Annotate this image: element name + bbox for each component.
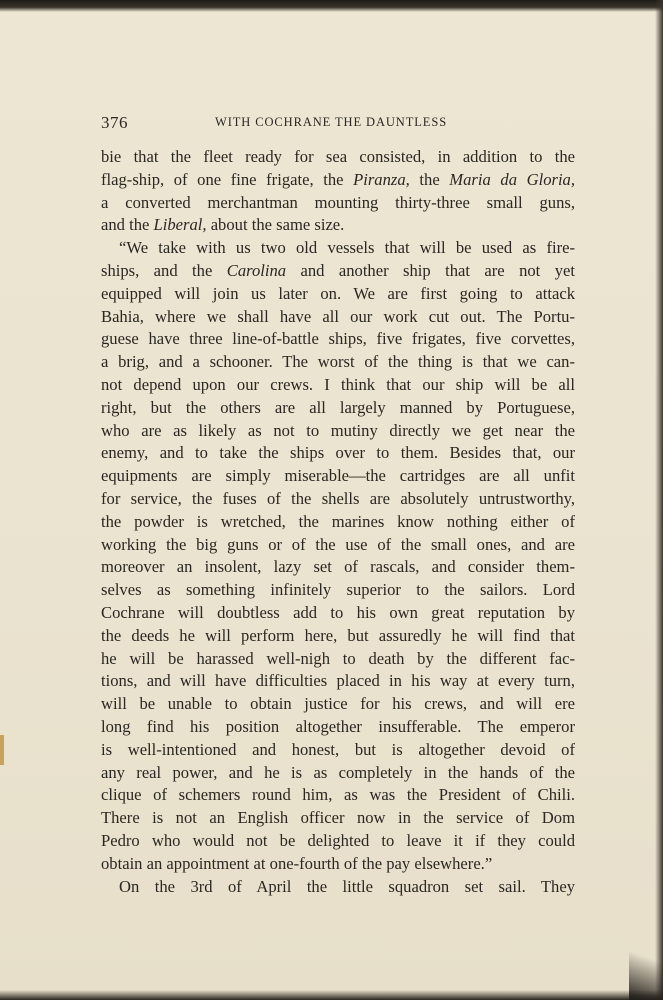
- text-line: he will be harassed well-nigh to death by the different fac-: [101, 648, 575, 668]
- text-line: right, but the others are all largely manned by Portuguese,: [101, 397, 575, 417]
- page-right-edge: [655, 0, 663, 1000]
- running-title: WITH COCHRANE THE DAUNTLESS: [215, 115, 448, 129]
- text-line: ships, and the Carolina and another ship that are not yet: [101, 260, 575, 280]
- text-line: There is not an English officer now in the service of Dom: [101, 808, 575, 828]
- text-line: for service, the fuses of the shells are absolutely untrustworthy,: [101, 488, 575, 508]
- text-line: flag-ship, of one fine frigate, the Piranza, the Maria da Gloria,: [101, 169, 575, 189]
- text-line: guese have three line-of-battle ships, five frigates, five corvettes,: [101, 329, 575, 349]
- text-line: equipments are simply miserable—the cartridges are all unfit: [101, 466, 575, 486]
- italic-ship-name: Carolina: [226, 260, 287, 280]
- text-line: working the big guns or of the use of the small ones, and are: [101, 534, 575, 554]
- italic-ship-name: Piranza,: [353, 169, 410, 189]
- text-line: clique of schemers round him, as was the President of Chili.: [101, 785, 575, 805]
- text-line: any real power, and he is as completely in the hands of the: [101, 762, 575, 782]
- running-header: [101, 113, 575, 133]
- italic-ship-name: Maria da Gloria,: [449, 169, 575, 189]
- text-line: the powder is wretched, the marines know nothing either of: [101, 511, 575, 531]
- text-line: and the Liberal, about the same size.: [101, 215, 345, 235]
- text-line: equipped will join us later on. We are first going to attack: [101, 283, 575, 303]
- text-line: Pedro who would not be delighted to leave it if they could: [101, 830, 575, 850]
- margin-stain: [0, 735, 4, 765]
- text-line: who are as likely as not to mutiny directly we get near the: [101, 420, 575, 440]
- text-line: Cochrane will doubtless add to his own great reputation by: [101, 602, 575, 622]
- text-line: the deeds he will perform here, but assuredly he will find that: [101, 625, 575, 645]
- text-line: bie that the fleet ready for sea consisted, in addition to the: [101, 147, 575, 166]
- page-corner-shadow: [629, 930, 663, 1000]
- text-line: “We take with us two old vessels that will be used as fire-: [119, 238, 575, 258]
- text-line: enemy, and to take the ships over to them. Besides that, our: [101, 443, 575, 463]
- text-line: On the 3rd of April the little squadron set sail. They: [119, 876, 575, 896]
- page-number: 376: [101, 113, 128, 132]
- body-text: [101, 146, 575, 898]
- text-line: is well-intentioned and honest, but is altogether devoid of: [101, 739, 575, 759]
- text-line: long find his position altogether insufferable. The emperor: [101, 716, 575, 736]
- page-bottom-edge: [0, 990, 663, 1000]
- text-line: moreover an insolent, lazy set of rascals, and consider them-: [101, 557, 575, 577]
- text-line: a brig, and a schooner. The worst of the thing is that we can-: [101, 352, 575, 372]
- text-line: not depend upon our crews. I think that our ship will be all: [101, 374, 575, 394]
- text-line: selves as something infinitely superior to the sailors. Lord: [101, 580, 575, 600]
- text-line: will be unable to obtain justice for his crews, and will ere: [101, 694, 575, 714]
- text-line: tions, and will have difficulties placed in his way at every turn,: [101, 671, 575, 691]
- italic-ship-name: Liberal,: [153, 215, 207, 235]
- page-top-edge: [0, 0, 663, 12]
- text-line: a converted merchantman mounting thirty-three small guns,: [101, 192, 575, 212]
- text-line: Bahia, where we shall have all our work cut out. The Portu-: [101, 306, 575, 326]
- text-line: obtain an appointment at one-fourth of the pay elsewhere.”: [101, 853, 493, 873]
